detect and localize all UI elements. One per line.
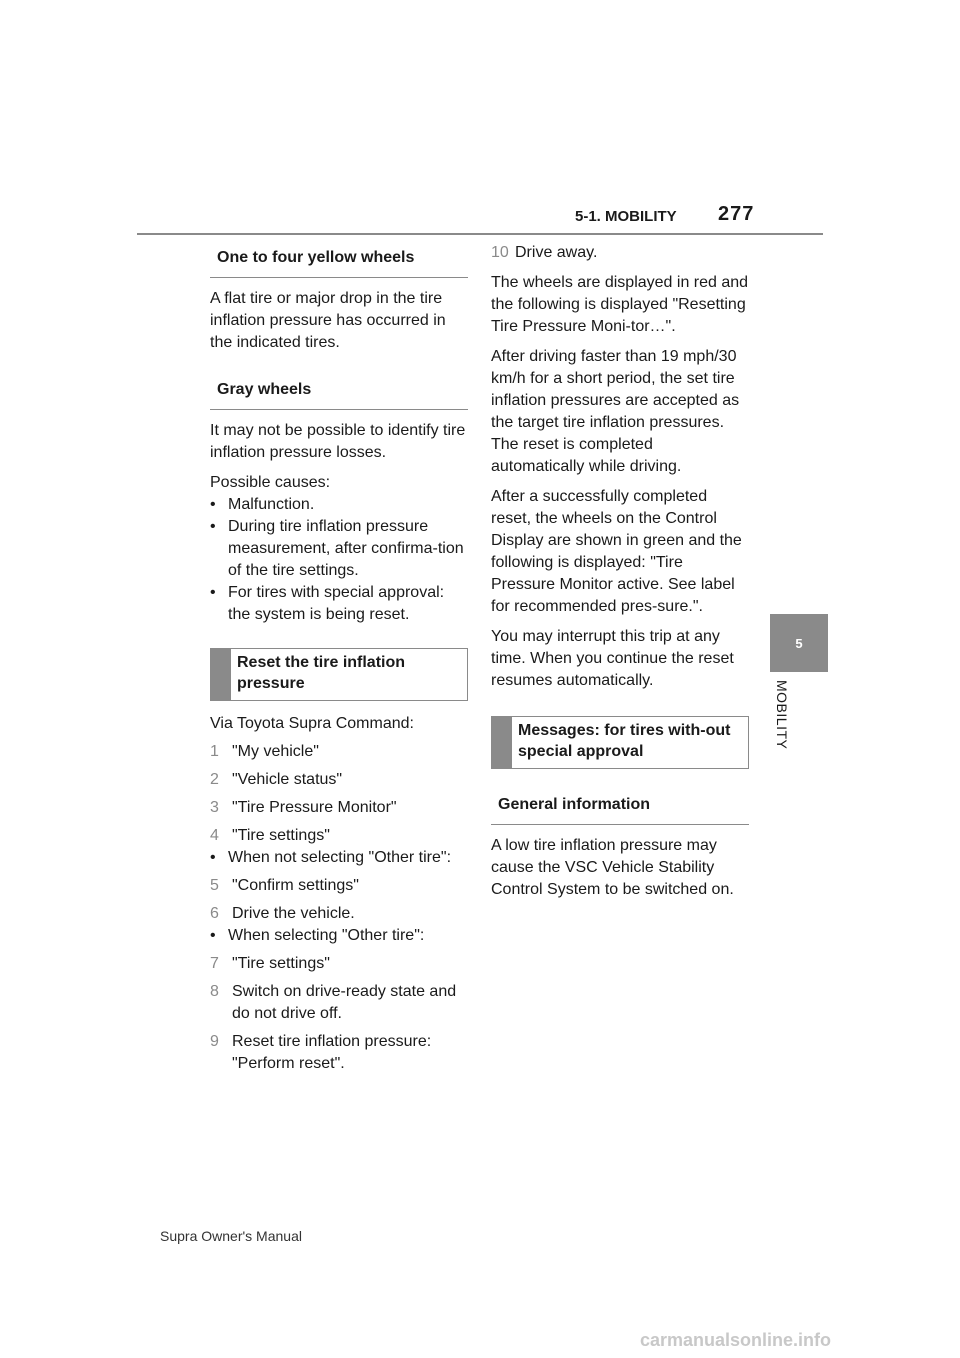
list-item: • Malfunction. <box>210 496 315 513</box>
left-column <box>210 242 468 1081</box>
watermark: carmanualsonline.info <box>640 1330 832 1350</box>
right-column <box>491 242 749 909</box>
step-item: 5 "Confirm settings" <box>210 877 359 894</box>
step-item: 9 Reset tire inflation pressure: "Perform reset". <box>210 1033 432 1072</box>
bullet-not-other <box>210 847 468 869</box>
section-title: 5-1. MOBILITY <box>575 208 677 225</box>
chapter-label-text: MOBILITY <box>774 680 790 750</box>
header-rule <box>137 233 823 235</box>
list-item: • When not selecting "Other tire": <box>210 849 452 866</box>
reset-heading-box <box>210 648 468 701</box>
heading-bar <box>211 649 231 700</box>
step-item: 2 "Vehicle status" <box>210 771 343 788</box>
reset-speed-text: After driving faster than 19 mph/30 km/h for a short period, the set tire inflation pressures are accepted as the target tire inflation pressures. The reset is completed automatically while driving. <box>491 348 740 475</box>
list-item: • For tires with special approval: the system is being reset. <box>210 584 445 623</box>
step-item: 7 "Tire settings" <box>210 955 330 972</box>
gray-wheels-text: It may not be possible to identify tire inflation pressure losses. <box>210 422 466 461</box>
heading-bar <box>492 717 512 768</box>
bullet-other <box>210 925 468 947</box>
messages-heading: Messages: for tires with-out special approval <box>518 722 731 760</box>
reset-heading: Reset the tire inflation pressure <box>237 654 406 692</box>
step-item: 3 "Tire Pressure Monitor" <box>210 799 397 816</box>
footer-manual-title: Supra Owner's Manual <box>160 1228 302 1244</box>
general-info-text: A low tire inflation pressure may cause the VSC Vehicle Stability Control System to be switched on. <box>491 837 734 898</box>
step-item: 8 Switch on drive-ready state and do not drive off. <box>210 983 457 1022</box>
chapter-label <box>770 680 792 770</box>
reset-complete-text: After a successfully completed reset, the wheels on the Control Display are shown in green and the following is displayed: "Tire Pressure Monitor active. See label for recommended pres-sure.". <box>491 488 742 615</box>
list-item: • During tire inflation pressure measurement, after confirma-tion of the tire settings. <box>210 518 464 579</box>
yellow-wheels-heading: One to four yellow wheels <box>210 242 468 278</box>
page-number: 277 <box>718 203 755 225</box>
interrupt-text: You may interrupt this trip at any time. When you continue the reset resumes automatically. <box>491 628 734 689</box>
step-item: 6 Drive the vehicle. <box>210 905 355 922</box>
yellow-wheels-text: A flat tire or major drop in the tire inflation pressure has occurred in the indicated tires. <box>210 290 446 351</box>
step-item: 10 Drive away. <box>491 244 598 261</box>
reset-display-text: The wheels are displayed in red and the following is displayed "Resetting Tire Pressure Moni-tor…". <box>491 274 749 335</box>
messages-heading-box <box>491 716 749 769</box>
causes-intro: Possible causes: <box>210 474 331 491</box>
step-item: 1 "My vehicle" <box>210 743 319 760</box>
general-info-heading: General information <box>491 789 749 825</box>
list-item: • When selecting "Other tire": <box>210 927 425 944</box>
chapter-tab: 5 <box>770 614 828 672</box>
gray-wheels-heading: Gray wheels <box>210 374 468 410</box>
via-command-text: Via Toyota Supra Command: <box>210 715 414 732</box>
step-item: 4 "Tire settings" <box>210 827 330 844</box>
causes-list <box>210 494 468 626</box>
